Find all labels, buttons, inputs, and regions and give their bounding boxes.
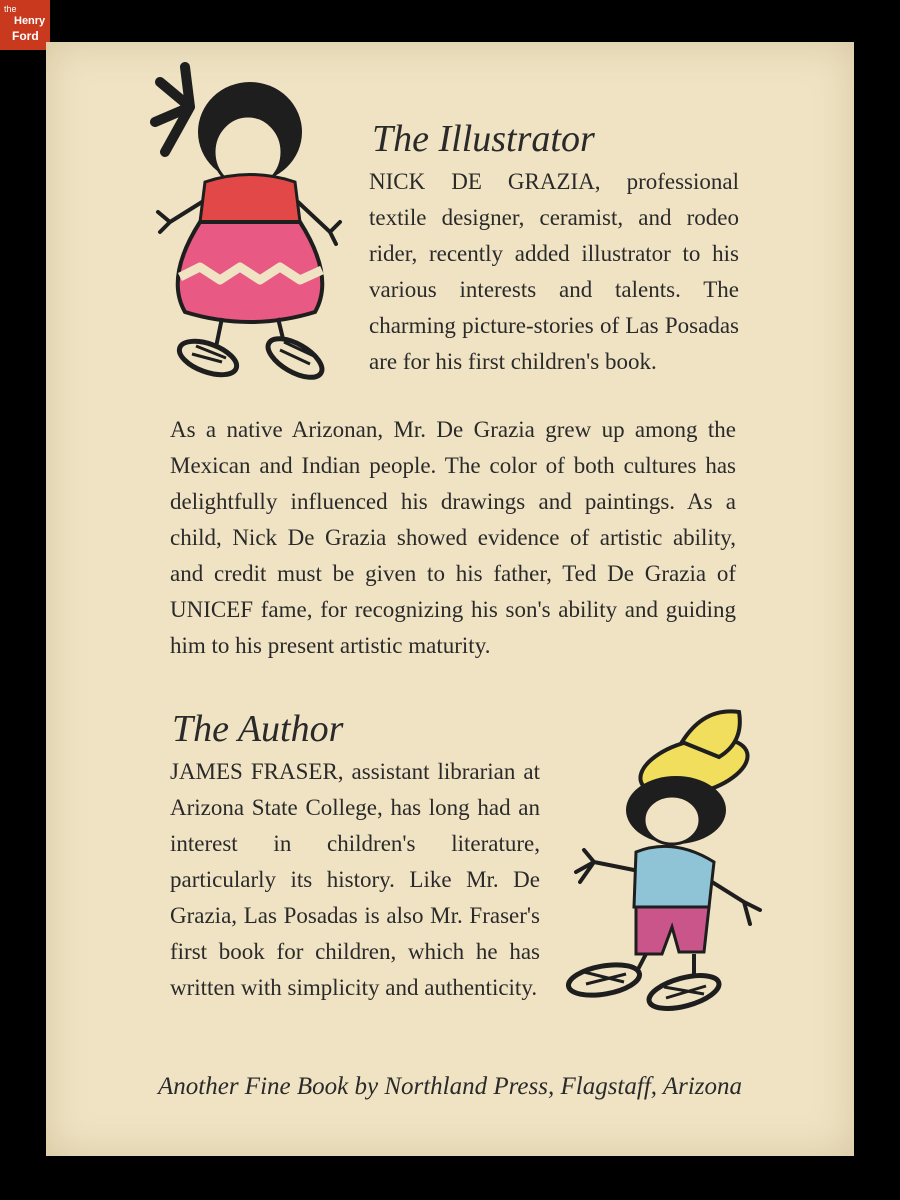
book-back-cover (46, 42, 854, 1156)
girl-illustration (150, 62, 350, 382)
author-heading: The Author (172, 708, 344, 750)
logo-henry: Henry (14, 15, 46, 27)
logo-ford: Ford (12, 29, 39, 43)
illustrator-paragraph-1: NICK DE GRAZIA, professional textile designer, ceramist, and rodeo rider, recently added illustrator to his various interests and talents. The charming picture-stories of Las Posadas are for his first children's book. (369, 169, 739, 374)
illustrator-heading: The Illustrator (372, 118, 595, 160)
illustrator-paragraph-2: As a native Arizonan, Mr. De Grazia grew up among the Mexican and Indian people. The color of both cultures has delightfully influenced his drawings and paintings. As a child, Nick De Grazia showed evidence of artistic ability, and credit must be given to his father, Ted De Grazia of UNICEF fame, for recognizing his son's ability and guiding him to his present artistic maturity. (170, 417, 736, 658)
author-paragraph: JAMES FRASER, assistant librarian at Arizona State College, has long had an interest in children's literature, particularly its history. Like Mr. De Grazia, Las Posadas is also Mr. Fraser's first book for children, which he has written with simplicity and authenticity. (170, 759, 540, 1000)
publisher-footer: Another Fine Book by Northland Press, Flagstaff, Arizona (158, 1073, 742, 1100)
logo-the: the (4, 4, 17, 14)
boy-illustration (554, 702, 774, 1012)
henry-ford-logo (0, 0, 50, 50)
